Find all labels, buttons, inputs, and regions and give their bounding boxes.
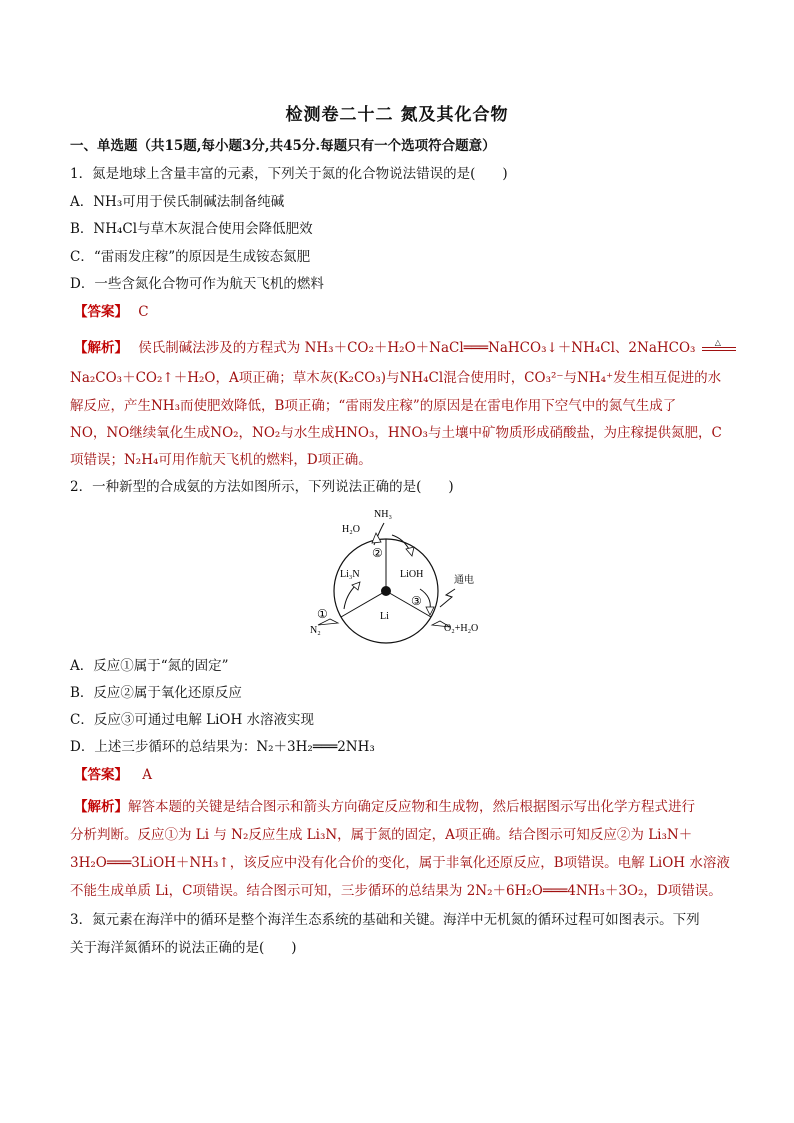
q1-option-c: C．“雷雨发庄稼”的原因是生成铵态氮肥	[70, 249, 311, 265]
q3-stem-line-1: 3．氮元素在海洋中的循环是整个海洋生态系统的基础和关键。海洋中无机氮的循环过程可如图表示。下列	[70, 912, 700, 928]
label-nh3: NH₃	[374, 509, 392, 520]
q2-option-b: B．反应②属于氧化还原反应	[70, 685, 242, 701]
step-1-marker: ①	[317, 607, 328, 621]
label-li: Li	[380, 611, 389, 622]
q1-analysis-line-3: 解反应，产生NH₃而使肥效降低，B项正确；“雷雨发庄稼”的原因是在雷电作用下空气中的氮气生成了	[70, 398, 677, 414]
q1-analysis-line-2: Na₂CO₃＋CO₂↑＋H₂O，A项正确；草木灰(K₂CO₃)与NH₄Cl混合使用时，CO₃²⁻与NH₄⁺发生相互促进的水	[70, 370, 722, 386]
section-heading: 一、单选题（共15题,每小题3分,共45分.每题只有一个选项符合题意）	[70, 138, 496, 154]
label-h2o: H₂O	[342, 524, 360, 535]
q1-option-d: D．一些含氮化合物可作为航天飞机的燃料	[70, 276, 324, 292]
answer-value: C	[138, 304, 149, 320]
q2-answer	[74, 766, 152, 784]
page-title: 检测卷二十二 氮及其化合物	[285, 105, 509, 125]
step-2-marker: ②	[372, 546, 383, 560]
q2-analysis-line-4: 不能生成单质 Li，C项错误。结合图示可知，三步循环的总结果为 2N₂＋6H₂O═══4NH₃＋3O₂，D项错误。	[70, 883, 722, 899]
q2-option-a: A．反应①属于“氮的固定”	[70, 658, 229, 674]
answer-tag: 【答案】	[74, 767, 128, 783]
answer-tag: 【答案】	[74, 304, 128, 320]
heating-equals-sign: △	[702, 344, 736, 354]
q2-option-d: D．上述三步循环的总结果为：N₂＋3H₂═══2NH₃	[70, 739, 375, 755]
q2-analysis-line-2: 分析判断。反应①为 Li 与 N₂反应生成 Li₃N，属于氮的固定，A项正确。结合图示可知反应②为 Li₃N＋	[70, 827, 693, 843]
q2-option-c: C．反应③可通过电解 LiOH 水溶液实现	[70, 712, 315, 728]
analysis-tag: 【解析】	[74, 340, 128, 356]
q2-analysis-line-3: 3H₂O═══3LiOH＋NH₃↑，该反应中没有化合价的变化，属于非氧化还原反应，B项错误。电解 LiOH 水溶液	[70, 855, 730, 871]
answer-value: A	[142, 767, 153, 783]
label-li3n: Li₃N	[340, 569, 360, 580]
q1-analysis-line-1	[74, 339, 738, 357]
step-3-marker: ③	[411, 594, 422, 608]
q2-analysis-line-1	[74, 798, 695, 816]
analysis-text: 解答本题的关键是结合图示和箭头方向确定反应物和生成物，然后根据图示写出化学方程式进行	[128, 799, 695, 815]
q1-stem: 1．氮是地球上含量丰富的元素，下列关于氮的化合物说法错误的是( )	[70, 166, 508, 182]
q1-option-b: B．NH₄Cl与草木灰混合使用会降低肥效	[70, 221, 313, 237]
q1-answer	[74, 303, 149, 321]
analysis-tag: 【解析】	[74, 799, 128, 815]
q1-analysis-line-4: NO，NO继续氧化生成NO₂，NO₂与水生成HNO₃，HNO₃与土壤中矿物质形成硝酸盐，为庄稼提供氮肥，C	[70, 425, 722, 441]
ammonia-synthesis-diagram	[300, 505, 500, 645]
q2-stem: 2．一种新型的合成氨的方法如图所示，下列说法正确的是( )	[70, 479, 454, 495]
label-lioh: LiOH	[400, 569, 424, 580]
label-electrolysis: 通电	[454, 575, 474, 586]
q1-option-a: A．NH₃可用于侯氏制碱法制备纯碱	[70, 194, 285, 210]
q3-stem-line-2: 关于海洋氮循环的说法正确的是( )	[70, 940, 297, 956]
label-n2: N₂	[310, 625, 321, 636]
label-o2-h2o: O₂+H₂O	[444, 623, 479, 634]
q1-analysis-line-5: 项错误；N₂H₄可用作航天飞机的燃料，D项正确。	[70, 452, 372, 468]
analysis-text: 侯氏制碱法涉及的方程式为 NH₃＋CO₂＋H₂O＋NaCl═══NaHCO₃↓＋NH₄Cl、2NaHCO₃	[138, 340, 696, 356]
